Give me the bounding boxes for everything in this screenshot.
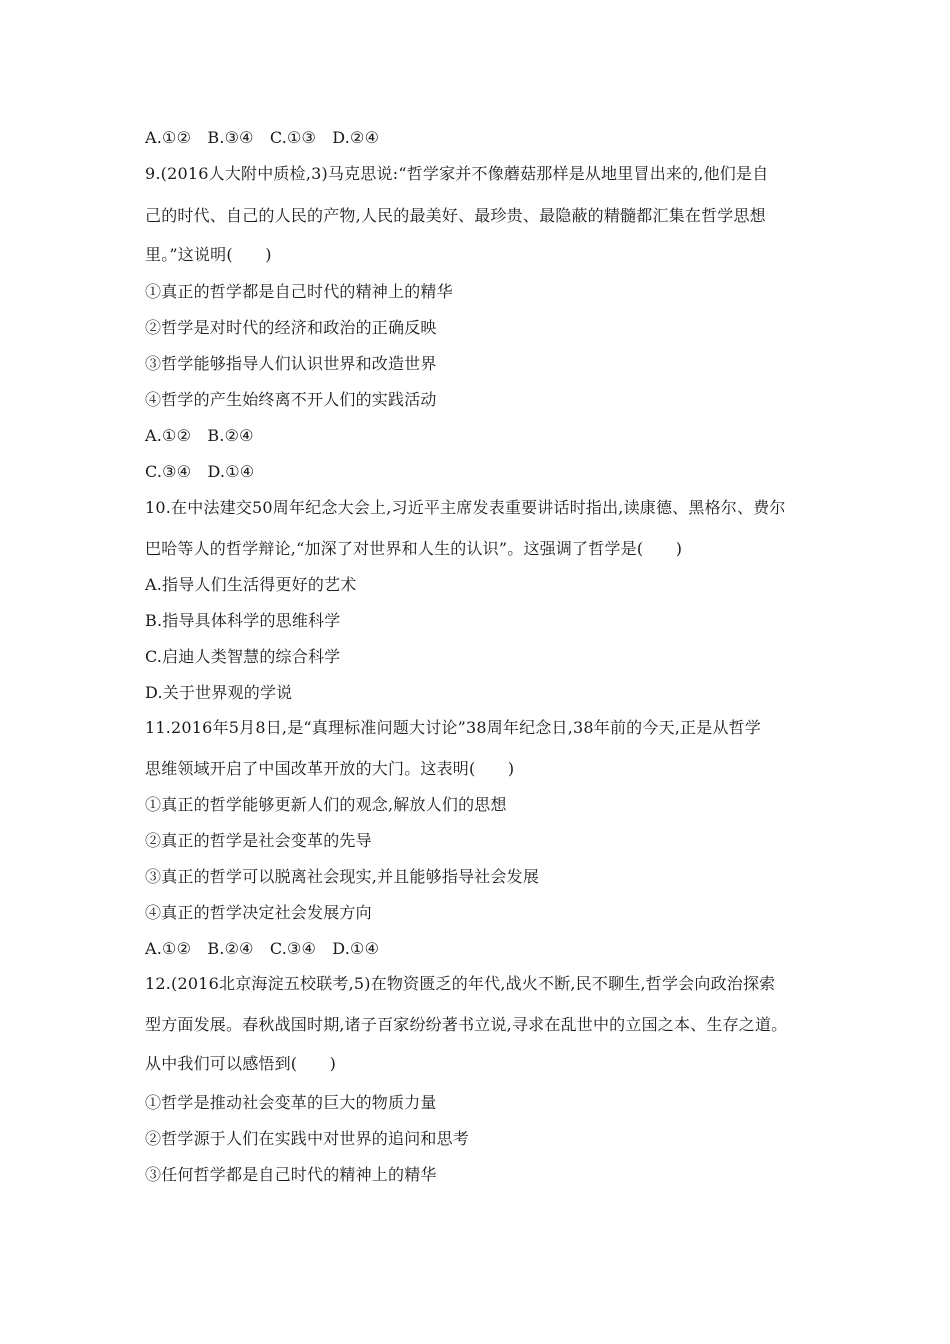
q12-item-1: ①哲学是推动社会变革的巨大的物质力量 xyxy=(145,1093,437,1112)
q9-stem-line-3: 里。”这说明( ) xyxy=(145,245,272,264)
q10-option-c: C.启迪人类智慧的综合科学 xyxy=(145,647,341,666)
q9-item-3: ③哲学能够指导人们认识世界和改造世界 xyxy=(145,354,437,373)
q9-stem-line-1: 9.(2016人大附中质检,3)马克思说:“哲学家并不像蘑菇那样是从地里冒出来的,他们是自 xyxy=(145,164,769,183)
q9-options-line-2: C.③④ D.①④ xyxy=(145,462,255,481)
q8-options: A.①② B.③④ C.①③ D.②④ xyxy=(145,128,380,147)
q12-stem-line-1: 12.(2016北京海淀五校联考,5)在物资匮乏的年代,战火不断,民不聊生,哲学会向政治探索 xyxy=(145,974,776,993)
q11-options: A.①② B.②④ C.③④ D.①④ xyxy=(145,939,380,958)
q11-stem-line-1: 11.2016年5月8日,是“真理标准问题大讨论”38周年纪念日,38年前的今天,正是从哲学 xyxy=(145,718,762,737)
q11-item-1: ①真正的哲学能够更新人们的观念,解放人们的思想 xyxy=(145,795,507,814)
q10-stem-line-1: 10.在中法建交50周年纪念大会上,习近平主席发表重要讲话时指出,读康德、黑格尔、费尔 xyxy=(145,498,786,517)
q9-item-4: ④哲学的产生始终离不开人们的实践活动 xyxy=(145,390,437,409)
q9-stem-line-2: 己的时代、自己的人民的产物,人民的最美好、最珍贵、最隐蔽的精髓都汇集在哲学思想 xyxy=(145,206,766,225)
q10-option-b: B.指导具体科学的思维科学 xyxy=(145,611,341,630)
q12-stem-line-2: 型方面发展。春秋战国时期,诸子百家纷纷著书立说,寻求在乱世中的立国之本、生存之道。 xyxy=(145,1015,788,1034)
q11-item-4: ④真正的哲学决定社会发展方向 xyxy=(145,903,372,922)
q10-stem-line-2: 巴哈等人的哲学辩论,“加深了对世界和人生的认识”。这强调了哲学是( ) xyxy=(145,539,683,558)
q10-option-a: A.指导人们生活得更好的艺术 xyxy=(145,575,357,594)
q11-stem-line-2: 思维领域开启了中国改革开放的大门。这表明( ) xyxy=(145,759,515,778)
q10-option-d: D.关于世界观的学说 xyxy=(145,683,293,702)
q12-stem-line-3: 从中我们可以感悟到( ) xyxy=(145,1054,337,1073)
q12-item-2: ②哲学源于人们在实践中对世界的追问和思考 xyxy=(145,1129,470,1148)
q9-options-line-1: A.①② B.②④ xyxy=(145,426,254,445)
q9-item-2: ②哲学是对时代的经济和政治的正确反映 xyxy=(145,318,437,337)
q11-item-3: ③真正的哲学可以脱离社会现实,并且能够指导社会发展 xyxy=(145,867,540,886)
q9-item-1: ①真正的哲学都是自己时代的精神上的精华 xyxy=(145,282,453,301)
q11-item-2: ②真正的哲学是社会变革的先导 xyxy=(145,831,372,850)
q12-item-3: ③任何哲学都是自己时代的精神上的精华 xyxy=(145,1165,437,1184)
